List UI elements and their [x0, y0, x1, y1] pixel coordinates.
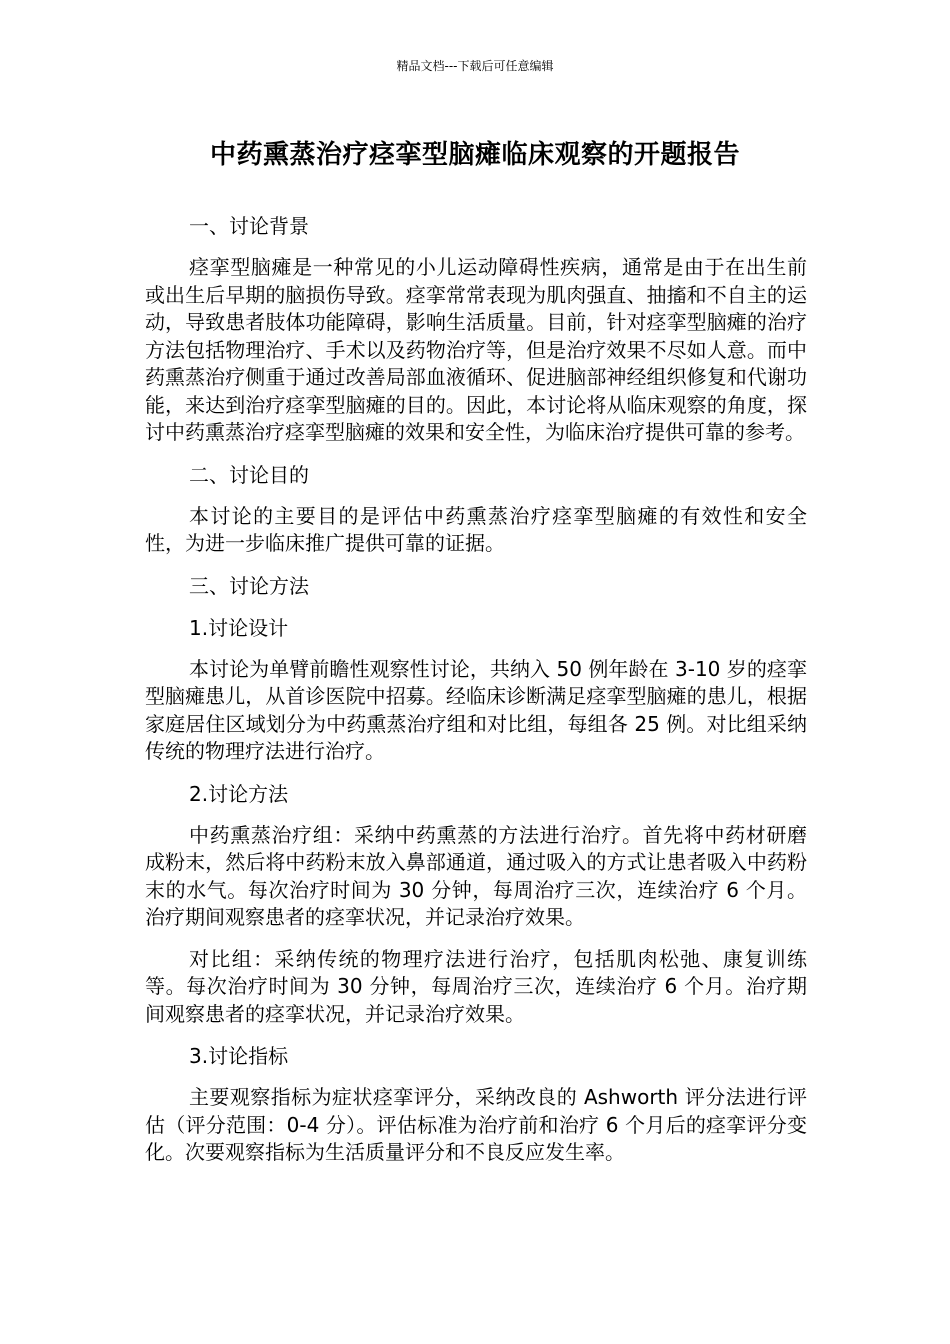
subheading-indicators: 3.讨论指标 — [189, 1044, 289, 1068]
paragraph-control-group: 对比组：采纳传统的物理疗法进行治疗，包括肌肉松弛、康复训练等。每次治疗时间为 30 分钟，每周治疗三次，连续治疗 6 个月。治疗期间观察患者的痉挛状况，并记录治疗效果。 — [145, 946, 807, 1026]
paragraph-treatment-group: 中药熏蒸治疗组：采纳中药熏蒸的方法进行治疗。首先将中药材研磨成粉末，然后将中药粉末放入鼻部通道，通过吸入的方式让患者吸入中药粉末的水气。每次治疗时间为 30 分钟，每周治疗三次，连续治疗 6 个月。治疗期间观察患者的痉挛状况，并记录治疗效果。 — [145, 822, 807, 929]
document-body — [145, 212, 807, 1181]
header-note: 精品文档---下载后可任意编辑 — [396, 59, 554, 73]
section-heading-background: 一、讨论背景 — [189, 214, 309, 238]
section-heading-methods: 三、讨论方法 — [189, 573, 309, 598]
page-title: 中药熏蒸治疗痉挛型脑瘫临床观察的开题报告 — [209, 140, 740, 170]
paragraph-purpose: 本讨论的主要目的是评估中药熏蒸治疗痉挛型脑瘫的有效性和安全性，为进一步临床推广提供可靠的证据。 — [145, 503, 807, 555]
section-heading-purpose: 二、讨论目的 — [189, 462, 309, 487]
paragraph-design: 本讨论为单臂前瞻性观察性讨论，共纳入 50 例年龄在 3-10 岁的痉挛型脑瘫患儿，从首诊医院中招募。经临床诊断满足痉挛型脑瘫的患儿，根据家庭居住区域划分为中药熏蒸治疗组和对比组，每组各 25 例。对比组采纳传统的物理疗法进行治疗。 — [145, 656, 807, 763]
subheading-design: 1.讨论设计 — [189, 615, 289, 640]
subheading-method: 2.讨论方法 — [189, 781, 289, 806]
paragraph-background: 痉挛型脑瘫是一种常见的小儿运动障碍性疾病，通常是由于在出生前或出生后早期的脑损伤导致。痉挛常常表现为肌肉强直、抽搐和不自主的运动，导致患者肢体功能障碍，影响生活质量。目前，针对痉挛型脑瘫的治疗方法包括物理治疗、手术以及药物治疗等，但是治疗效果不尽如人意。而中药熏蒸治疗侧重于通过改善局部血液循环、促进脑部神经组织修复和代谢功能，来达到治疗痉挛型脑瘫的目的。因此，本讨论将从临床观察的角度，探讨中药熏蒸治疗痉挛型脑瘫的效果和安全性，为临床治疗提供可靠的参考。 — [145, 255, 807, 444]
paragraph-indicators: 主要观察指标为症状痉挛评分，采纳改良的 Ashworth 评分法进行评估（评分范围：0-4 分）。评估标准为治疗前和治疗 6 个月后的痉挛评分变化。次要观察指标为生活质量评分和不良反应发生率。 — [145, 1085, 807, 1164]
